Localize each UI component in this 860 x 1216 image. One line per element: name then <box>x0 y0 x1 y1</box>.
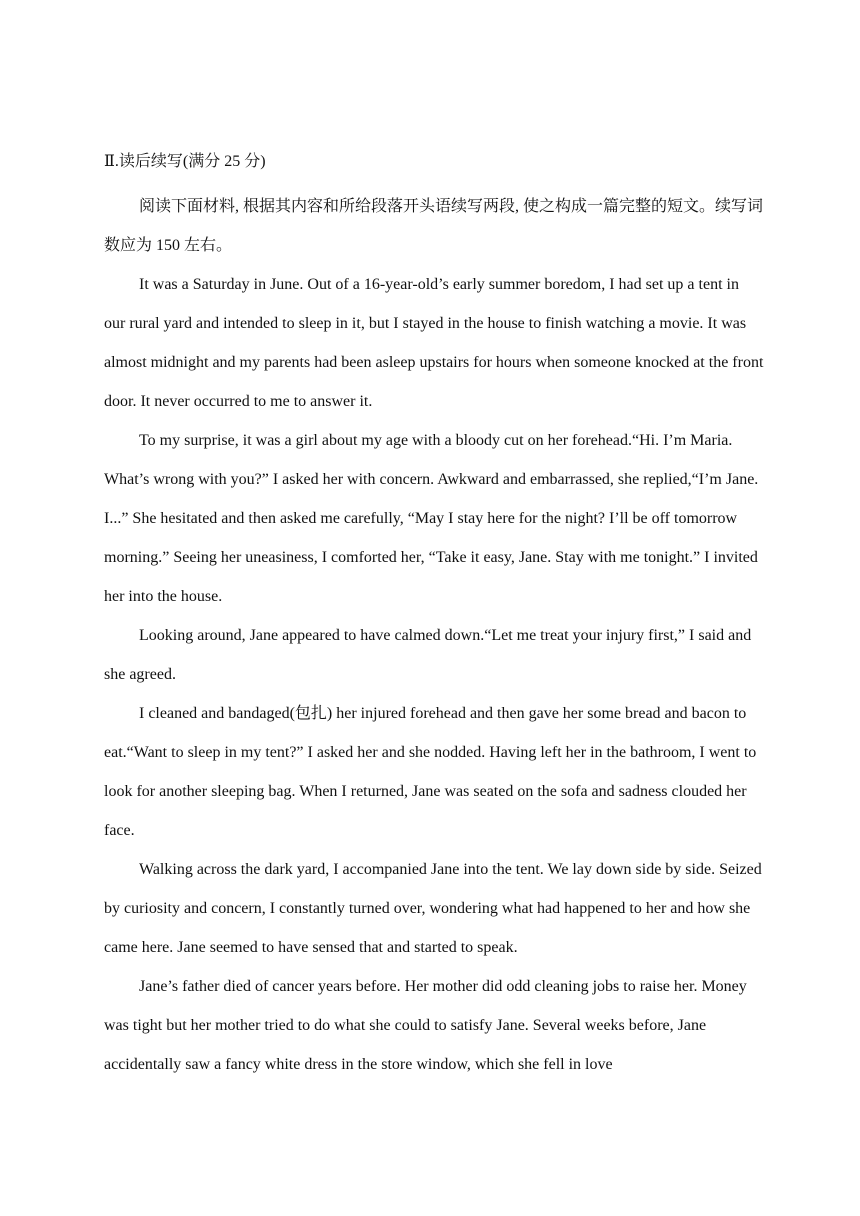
story-paragraph-3: Looking around, Jane appeared to have calmed down.“Let me treat your injury first,” I said and she agreed. <box>104 627 752 683</box>
story-paragraph-4: I cleaned and bandaged(包扎) her injured forehead and then gave her some bread and bacon to eat.“Want to sleep in my tent?” I asked her and she nodded. Having left her in the bathroom, I went to look for another sleeping bag. When I returned, Jane was seated on the sofa and sadness clouded her face. <box>104 705 757 839</box>
story-paragraph-2: To my surprise, it was a girl about my age with a bloody cut on her forehead.“Hi. I’m Maria. What’s wrong with you?” I asked her with concern. Awkward and embarrassed, she replied,“I’m Jane. I...” She hesitated and then asked me carefully, “May I stay here for the night? I’ll be off tomorrow morning.” Seeing her uneasiness, I comforted her, “Take it easy, Jane. Stay with me tonight.” I invited her into the house. <box>104 432 759 605</box>
story-paragraph-5: Walking across the dark yard, I accompanied Jane into the tent. We lay down side by side. Seized by curiosity and concern, I constantly turned over, wondering what had happened to her and how she came here. Jane seemed to have sensed that and started to speak. <box>104 861 762 956</box>
story-paragraph-6: Jane’s father died of cancer years before. Her mother did odd cleaning jobs to raise her. Money was tight but her mother tried to do what she could to satisfy Jane. Several weeks before, Jane accidentally saw a fancy white dress in the store window, which she fell in love <box>104 978 747 1073</box>
instruction-paragraph: 阅读下面材料, 根据其内容和所给段落开头语续写两段, 使之构成一篇完整的短文。续写词数应为 150 左右。 <box>104 198 764 254</box>
story-paragraph-1: It was a Saturday in June. Out of a 16-year-old’s early summer boredom, I had set up a tent in our rural yard and intended to sleep in it, but I stayed in the house to finish watching a movie. It was almost midnight and my parents had been asleep upstairs for hours when someone knocked at the front door. It never occurred to me to answer it. <box>104 276 764 410</box>
document-content <box>104 148 764 1084</box>
section-heading: Ⅱ.读后续写(满分 25 分) <box>104 153 266 170</box>
